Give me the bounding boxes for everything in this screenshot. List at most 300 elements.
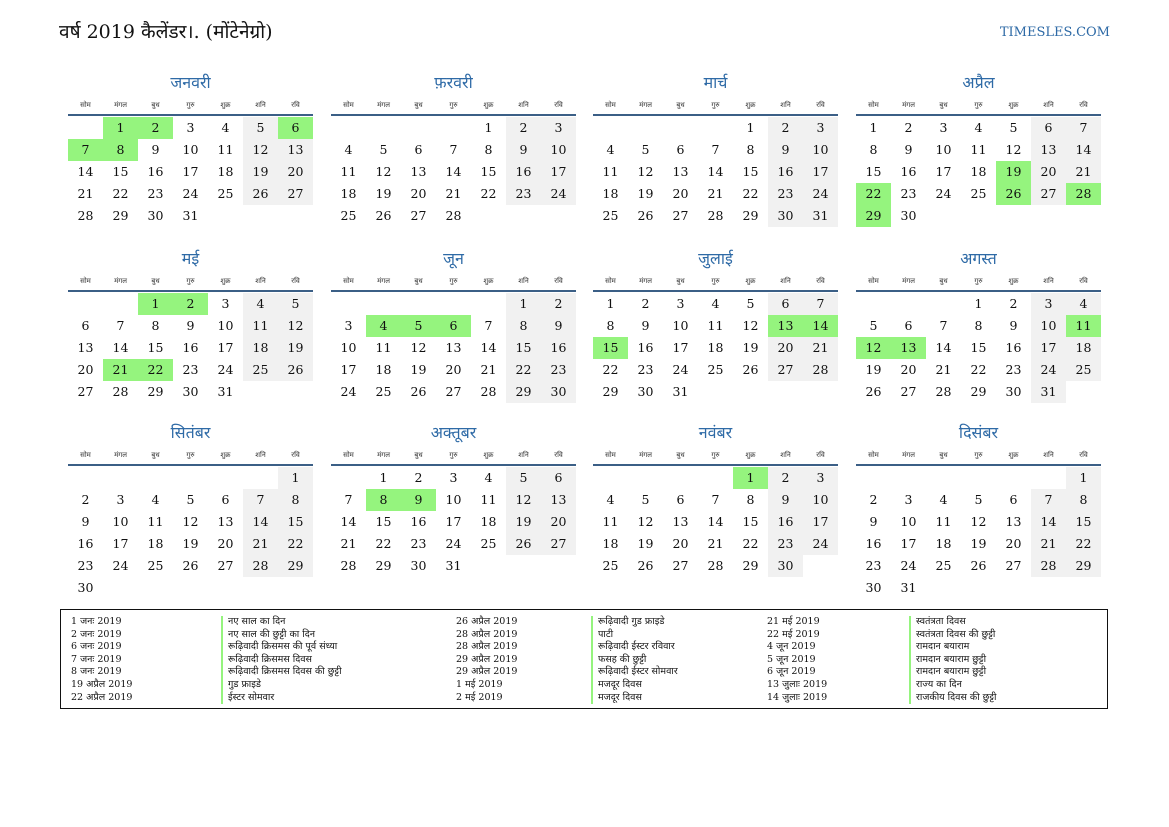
day-cell: 8: [869, 142, 878, 157]
weekday-label: शनि: [780, 451, 791, 459]
header-rule: [331, 290, 576, 292]
day-cell: 12: [1005, 142, 1022, 157]
day-cell: 10: [182, 142, 199, 157]
day-cell: 16: [147, 164, 164, 179]
month-11: [593, 422, 838, 577]
day-cell: 25: [707, 362, 724, 377]
page-title: वर्ष 2019 कैलेंडर।. (मोंटेनेग्रो): [59, 21, 273, 43]
weekday-header: [856, 98, 1101, 112]
day-cell: 13: [278, 139, 313, 161]
day-cell: 18: [480, 514, 497, 529]
holiday-name: रूढ़िवादी गुड फ्राइडे: [598, 616, 665, 627]
day-cell: 1: [484, 120, 493, 135]
weekday-label: मंगल: [377, 451, 390, 459]
holiday-day-cell: 11: [1066, 315, 1101, 337]
day-cell: 6: [541, 467, 576, 489]
holiday-day-cell: 4: [366, 315, 401, 337]
day-cell: 22: [602, 362, 619, 377]
day-cell: 12: [375, 164, 392, 179]
header-rule: [593, 114, 838, 116]
day-cell: 15: [742, 514, 759, 529]
holiday-day-cell: 1: [138, 293, 173, 315]
day-cell: 12: [410, 340, 427, 355]
empty-cell: [68, 293, 103, 315]
weekday-header: [593, 98, 838, 112]
day-cell: 13: [541, 489, 576, 511]
day-cell: 9: [869, 514, 878, 529]
weekday-header: [331, 98, 576, 112]
day-cell: 22: [480, 186, 497, 201]
holiday-date: 8 जनः 2019: [71, 666, 122, 678]
day-cell: 4: [711, 296, 720, 311]
day-cell: 27: [77, 384, 94, 399]
day-grid: [856, 117, 1101, 227]
holiday-name: रूढ़िवादी ईस्टर सोमवार: [598, 666, 678, 678]
day-cell: 1: [278, 467, 313, 489]
month-3: [593, 72, 838, 227]
day-cell: 21: [77, 186, 94, 201]
holiday-name-column: [221, 616, 342, 704]
day-cell: 19: [970, 536, 987, 551]
day-cell: 17: [1031, 337, 1066, 359]
day-cell: 8: [506, 315, 541, 337]
holiday-name: रूढ़िवादी क्रिसमस दिवस की छुट्टी: [228, 666, 342, 678]
day-cell: 5: [1009, 120, 1018, 135]
day-grid: [856, 293, 1101, 403]
day-cell: 15: [865, 164, 882, 179]
weekday-label: गुरु: [449, 277, 458, 285]
day-cell: 5: [278, 293, 313, 315]
holiday-day-cell: 1: [103, 117, 138, 139]
day-cell: 8: [484, 142, 493, 157]
day-cell: 14: [1031, 511, 1066, 533]
day-cell: 3: [904, 492, 913, 507]
day-cell: 9: [151, 142, 160, 157]
day-cell: 5: [869, 318, 878, 333]
day-cell: 21: [707, 186, 724, 201]
day-cell: 3: [221, 296, 230, 311]
day-cell: 4: [606, 492, 615, 507]
day-cell: 21: [935, 362, 952, 377]
weekday-label: गुरु: [186, 101, 195, 109]
month-name: अप्रैल: [962, 73, 995, 92]
weekday-label: गुरु: [449, 451, 458, 459]
day-cell: 13: [672, 514, 689, 529]
day-cell: 11: [935, 514, 952, 529]
day-cell: 31: [182, 208, 199, 223]
day-cell: 14: [707, 164, 724, 179]
day-cell: 29: [147, 384, 164, 399]
empty-cell: [366, 117, 401, 139]
day-cell: 24: [217, 362, 234, 377]
weekday-label: रवि: [554, 451, 563, 459]
day-cell: 3: [939, 120, 948, 135]
weekday-label: बुध: [151, 277, 160, 285]
day-cell: 7: [116, 318, 125, 333]
day-cell: 3: [676, 296, 685, 311]
day-cell: 1: [379, 470, 388, 485]
holiday-name: रूढ़िवादी ईस्टर रविवार: [598, 641, 675, 653]
weekday-header: [856, 274, 1101, 288]
month-name: सितंबर: [170, 423, 211, 442]
holiday-name: मजदूर दिवस: [598, 691, 642, 703]
day-cell: 14: [935, 340, 952, 355]
day-cell: 19: [865, 362, 882, 377]
month-12: [856, 422, 1101, 599]
weekday-label: सोम: [80, 101, 91, 109]
empty-cell: [68, 467, 103, 489]
site-link[interactable]: TIMESLES.COM: [999, 25, 1110, 40]
day-cell: 28: [340, 558, 357, 573]
day-cell: 22: [742, 186, 759, 201]
empty-cell: [698, 117, 733, 139]
day-cell: 16: [768, 161, 803, 183]
header-rule: [856, 290, 1101, 292]
holiday-day-cell: 26: [996, 183, 1031, 205]
weekday-label: मंगल: [114, 277, 127, 285]
day-cell: 14: [340, 514, 357, 529]
day-cell: 10: [340, 340, 357, 355]
day-cell: 16: [637, 340, 654, 355]
day-cell: 24: [803, 533, 838, 555]
day-cell: 24: [112, 558, 129, 573]
month-5: [68, 248, 313, 403]
day-cell: 19: [278, 337, 313, 359]
holiday-name: रूढ़िवादी क्रिसमस की पूर्व संध्या: [228, 641, 338, 653]
day-cell: 8: [606, 318, 615, 333]
month-name: अगस्त: [960, 249, 997, 268]
empty-cell: [856, 467, 891, 489]
day-cell: 30: [865, 580, 882, 595]
day-cell: 2: [904, 120, 913, 135]
day-cell: 22: [112, 186, 129, 201]
day-cell: 17: [112, 536, 129, 551]
day-cell: 20: [445, 362, 462, 377]
holiday-day-cell: 14: [803, 315, 838, 337]
day-cell: 10: [935, 142, 952, 157]
holiday-day-cell: 22: [138, 359, 173, 381]
day-cell: 25: [480, 536, 497, 551]
day-cell: 19: [243, 161, 278, 183]
holiday-date: 7 जनः 2019: [71, 653, 122, 665]
day-cell: 20: [77, 362, 94, 377]
day-cell: 13: [217, 514, 234, 529]
weekday-header: [593, 448, 838, 462]
day-cell: 14: [1066, 139, 1101, 161]
day-cell: 31: [900, 580, 917, 595]
day-cell: 4: [221, 120, 230, 135]
holiday-name: स्वतंत्रता दिवस की छुट्टी: [916, 628, 996, 640]
day-cell: 21: [1066, 161, 1101, 183]
day-cell: 24: [541, 183, 576, 205]
holiday-date: 6 जनः 2019: [71, 641, 122, 653]
day-cell: 28: [112, 384, 129, 399]
day-cell: 18: [602, 536, 619, 551]
weekday-label: सोम: [80, 451, 91, 459]
day-cell: 20: [768, 337, 803, 359]
header-rule: [593, 290, 838, 292]
weekday-label: बुध: [151, 451, 160, 459]
day-cell: 7: [711, 142, 720, 157]
day-cell: 16: [541, 337, 576, 359]
empty-cell: [331, 467, 366, 489]
day-cell: 24: [182, 186, 199, 201]
holiday-name: रूढ़िवादी क्रिसमस दिवस: [228, 653, 312, 665]
day-cell: 6: [1031, 117, 1066, 139]
empty-cell: [593, 467, 628, 489]
day-cell: 17: [541, 161, 576, 183]
empty-cell: [103, 467, 138, 489]
day-cell: 23: [1005, 362, 1022, 377]
weekday-label: शुक्र: [220, 451, 231, 459]
day-cell: 5: [746, 296, 755, 311]
day-cell: 16: [77, 536, 94, 551]
weekday-label: मंगल: [639, 451, 652, 459]
weekday-label: गुरु: [711, 451, 720, 459]
month-8: [856, 248, 1101, 403]
day-cell: 13: [445, 340, 462, 355]
day-cell: 20: [278, 161, 313, 183]
day-cell: 26: [410, 384, 427, 399]
day-cell: 26: [182, 558, 199, 573]
weekday-label: शुक्र: [745, 451, 756, 459]
day-cell: 3: [116, 492, 125, 507]
day-cell: 22: [742, 536, 759, 551]
day-cell: 27: [1005, 558, 1022, 573]
day-cell: 5: [506, 467, 541, 489]
weekday-label: मंगल: [377, 101, 390, 109]
day-cell: 7: [1066, 117, 1101, 139]
day-cell: 12: [970, 514, 987, 529]
day-cell: 23: [182, 362, 199, 377]
empty-cell: [173, 467, 208, 489]
weekday-label: बुध: [676, 101, 685, 109]
header-rule: [331, 464, 576, 466]
day-cell: 27: [278, 183, 313, 205]
month-4: [856, 72, 1101, 227]
day-cell: 21: [243, 533, 278, 555]
holiday-day-cell: 9: [401, 489, 436, 511]
holiday-name: स्वतंत्रता दिवस: [916, 616, 966, 627]
month-6: [331, 248, 576, 403]
day-cell: 15: [970, 340, 987, 355]
day-cell: 15: [147, 340, 164, 355]
weekday-label: रवि: [291, 277, 300, 285]
day-cell: 27: [672, 208, 689, 223]
empty-cell: [331, 293, 366, 315]
day-cell: 24: [445, 536, 462, 551]
day-cell: 16: [182, 340, 199, 355]
month-name: मार्च: [703, 73, 728, 92]
day-cell: 18: [243, 337, 278, 359]
weekday-label: गुरु: [974, 101, 983, 109]
holiday-day-cell: 28: [1066, 183, 1101, 205]
day-cell: 2: [414, 470, 423, 485]
day-cell: 21: [480, 362, 497, 377]
day-cell: 8: [151, 318, 160, 333]
day-cell: 12: [637, 514, 654, 529]
weekday-label: गुरु: [711, 277, 720, 285]
holiday-date: 22 अप्रैल 2019: [71, 691, 133, 703]
weekday-label: शनि: [255, 277, 266, 285]
day-cell: 26: [375, 208, 392, 223]
holiday-day-cell: 12: [856, 337, 891, 359]
header-rule: [68, 464, 313, 466]
weekday-label: सोम: [343, 101, 354, 109]
weekday-label: शुक्र: [1008, 277, 1019, 285]
empty-cell: [628, 467, 663, 489]
day-cell: 23: [410, 536, 427, 551]
day-cell: 30: [900, 208, 917, 223]
holiday-date: 28 अप्रैल 2019: [456, 641, 518, 653]
holiday-name-column: [909, 616, 996, 704]
day-cell: 17: [935, 164, 952, 179]
empty-cell: [331, 117, 366, 139]
month-name: जनवरी: [170, 73, 211, 92]
day-cell: 16: [506, 161, 541, 183]
day-cell: 26: [865, 384, 882, 399]
day-cell: 18: [375, 362, 392, 377]
holiday-name: नए साल की छुट्टी का दिन: [228, 628, 316, 640]
day-cell: 9: [1009, 318, 1018, 333]
day-grid: [331, 293, 576, 403]
holiday-name: पाटी: [598, 628, 614, 640]
weekday-label: शुक्र: [745, 277, 756, 285]
weekday-label: रवि: [1079, 101, 1088, 109]
day-cell: 22: [375, 536, 392, 551]
holiday-name: नए साल का दिन: [228, 616, 286, 627]
header-rule: [68, 114, 313, 116]
weekday-header: [856, 448, 1101, 462]
day-cell: 31: [445, 558, 462, 573]
day-cell: 2: [768, 467, 803, 489]
day-cell: 15: [480, 164, 497, 179]
day-cell: 14: [445, 164, 462, 179]
day-cell: 28: [707, 558, 724, 573]
day-cell: 8: [974, 318, 983, 333]
day-cell: 2: [541, 293, 576, 315]
day-cell: 4: [243, 293, 278, 315]
weekday-label: शुक्र: [1008, 451, 1019, 459]
weekday-label: मंगल: [114, 451, 127, 459]
day-cell: 2: [869, 492, 878, 507]
day-cell: 16: [768, 511, 803, 533]
day-cell: 31: [217, 384, 234, 399]
day-cell: 23: [147, 186, 164, 201]
empty-cell: [891, 293, 926, 315]
day-cell: 30: [541, 381, 576, 403]
day-cell: 5: [974, 492, 983, 507]
weekday-label: गुरु: [449, 101, 458, 109]
day-cell: 29: [742, 208, 759, 223]
day-cell: 7: [1031, 489, 1066, 511]
empty-cell: [103, 293, 138, 315]
empty-cell: [436, 293, 471, 315]
day-cell: 3: [541, 117, 576, 139]
holiday-date: 28 अप्रैल 2019: [456, 628, 518, 640]
day-cell: 25: [970, 186, 987, 201]
weekday-label: मंगल: [639, 101, 652, 109]
month-name: मई: [181, 249, 200, 268]
day-cell: 19: [637, 186, 654, 201]
weekday-label: मंगल: [902, 277, 915, 285]
holiday-name: राज्य का दिन: [916, 678, 962, 690]
holiday-name: राजकीय दिवस की छुट्टी: [916, 691, 997, 703]
day-cell: 30: [77, 580, 94, 595]
day-cell: 4: [939, 492, 948, 507]
day-cell: 28: [243, 555, 278, 577]
weekday-label: शुक्र: [220, 101, 231, 109]
day-cell: 29: [970, 384, 987, 399]
holiday-day-cell: 8: [366, 489, 401, 511]
empty-cell: [243, 467, 278, 489]
empty-cell: [436, 117, 471, 139]
day-cell: 24: [803, 183, 838, 205]
day-cell: 6: [221, 492, 230, 507]
day-cell: 15: [506, 337, 541, 359]
day-cell: 13: [410, 164, 427, 179]
holiday-name: मजदूर दिवस: [598, 678, 642, 690]
day-cell: 17: [340, 362, 357, 377]
day-cell: 11: [217, 142, 234, 157]
day-cell: 15: [278, 511, 313, 533]
day-cell: 13: [77, 340, 94, 355]
day-cell: 7: [711, 492, 720, 507]
day-cell: 1: [746, 120, 755, 135]
holiday-day-cell: 13: [891, 337, 926, 359]
weekday-label: शुक्र: [483, 451, 494, 459]
day-cell: 9: [81, 514, 90, 529]
holiday-name: गुड फ्राइडे: [228, 678, 261, 690]
day-cell: 9: [768, 489, 803, 511]
weekday-label: सोम: [605, 451, 616, 459]
holiday-day-cell: 1: [733, 467, 768, 489]
day-cell: 12: [182, 514, 199, 529]
weekday-label: शनि: [1043, 451, 1054, 459]
empty-cell: [926, 467, 961, 489]
day-cell: 14: [112, 340, 129, 355]
day-cell: 30: [1005, 384, 1022, 399]
day-cell: 26: [243, 183, 278, 205]
day-cell: 2: [506, 117, 541, 139]
day-cell: 22: [970, 362, 987, 377]
month-name: दिसंबर: [958, 423, 999, 442]
holiday-date: 21 मई 2019: [767, 616, 820, 627]
day-cell: 29: [278, 555, 313, 577]
day-grid: [68, 117, 313, 227]
day-cell: 12: [637, 164, 654, 179]
day-cell: 6: [676, 492, 685, 507]
weekday-label: मंगल: [114, 101, 127, 109]
weekday-header: [593, 274, 838, 288]
holiday-day-cell: 19: [996, 161, 1031, 183]
weekday-label: शनि: [518, 277, 529, 285]
holiday-date: 19 अप्रैल 2019: [71, 678, 133, 690]
holiday-day-cell: 7: [68, 139, 103, 161]
day-cell: 4: [484, 470, 493, 485]
day-cell: 21: [707, 536, 724, 551]
day-cell: 7: [939, 318, 948, 333]
empty-cell: [663, 467, 698, 489]
holiday-day-cell: 21: [103, 359, 138, 381]
day-cell: 16: [865, 536, 882, 551]
day-cell: 1: [606, 296, 615, 311]
day-cell: 4: [151, 492, 160, 507]
day-cell: 26: [970, 558, 987, 573]
weekday-label: सोम: [605, 277, 616, 285]
empty-cell: [471, 293, 506, 315]
holiday-name: फसह की छुट्टी: [598, 653, 647, 665]
